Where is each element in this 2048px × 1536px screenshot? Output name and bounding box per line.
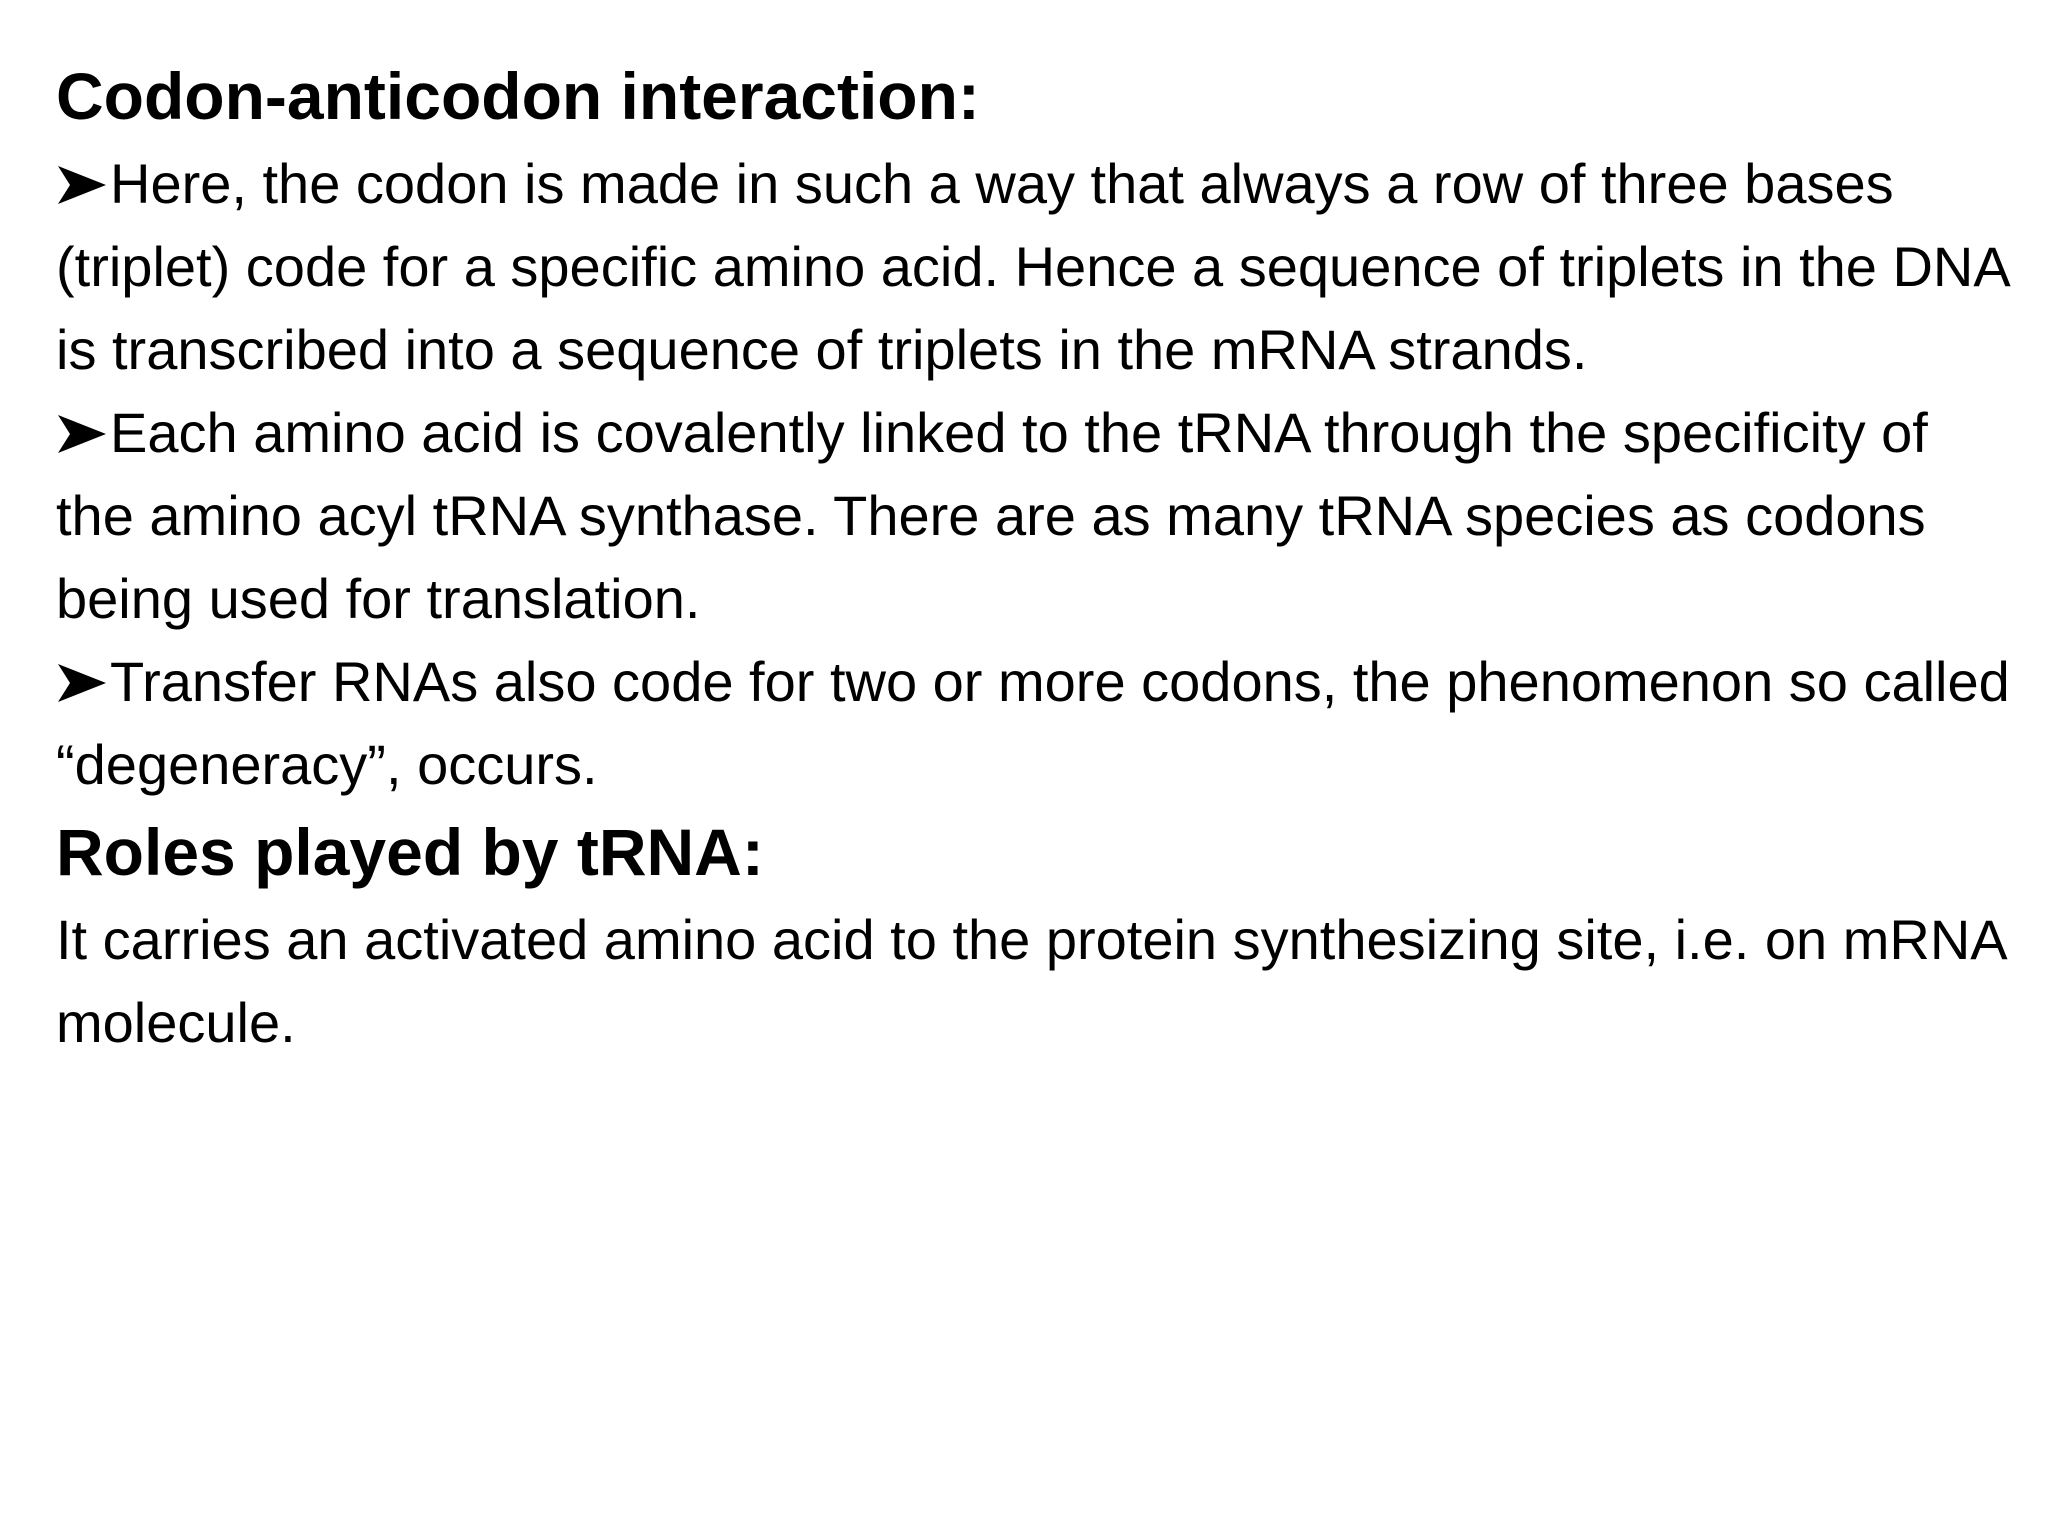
section-title-codon-anticodon: Codon-anticodon interaction: — [56, 59, 980, 133]
bullet-text-3: Transfer RNAs also code for two or more codons, the phenomenon so called “degeneracy”, occurs. — [56, 650, 2010, 796]
bullet-item-2 — [56, 391, 2016, 640]
section-title-roles-trna: Roles played by tRNA: — [56, 815, 764, 889]
bullet-text-2: Each amino acid is covalently linked to the tRNA through the specificity of the amino acyl tRNA synthase. There are as many tRNA species as codons being used for translation. — [56, 401, 1928, 630]
arrow-bullet-icon — [56, 412, 110, 456]
arrow-bullet-icon — [56, 163, 110, 207]
roles-body-text: It carries an activated amino acid to the protein synthesizing site, i.e. on mRNA molecule. — [56, 908, 2005, 1054]
arrow-bullet-icon — [56, 661, 110, 705]
slide-content — [56, 50, 2016, 1064]
bullet-item-1 — [56, 142, 2016, 391]
bullet-text-1: Here, the codon is made in such a way that always a row of three bases (triplet) code for a specific amino acid. Hence a sequence of triplets in the DNA is transcribed into a sequence of triplets in the mRNA strands. — [56, 152, 2008, 381]
bullet-item-3 — [56, 640, 2016, 806]
